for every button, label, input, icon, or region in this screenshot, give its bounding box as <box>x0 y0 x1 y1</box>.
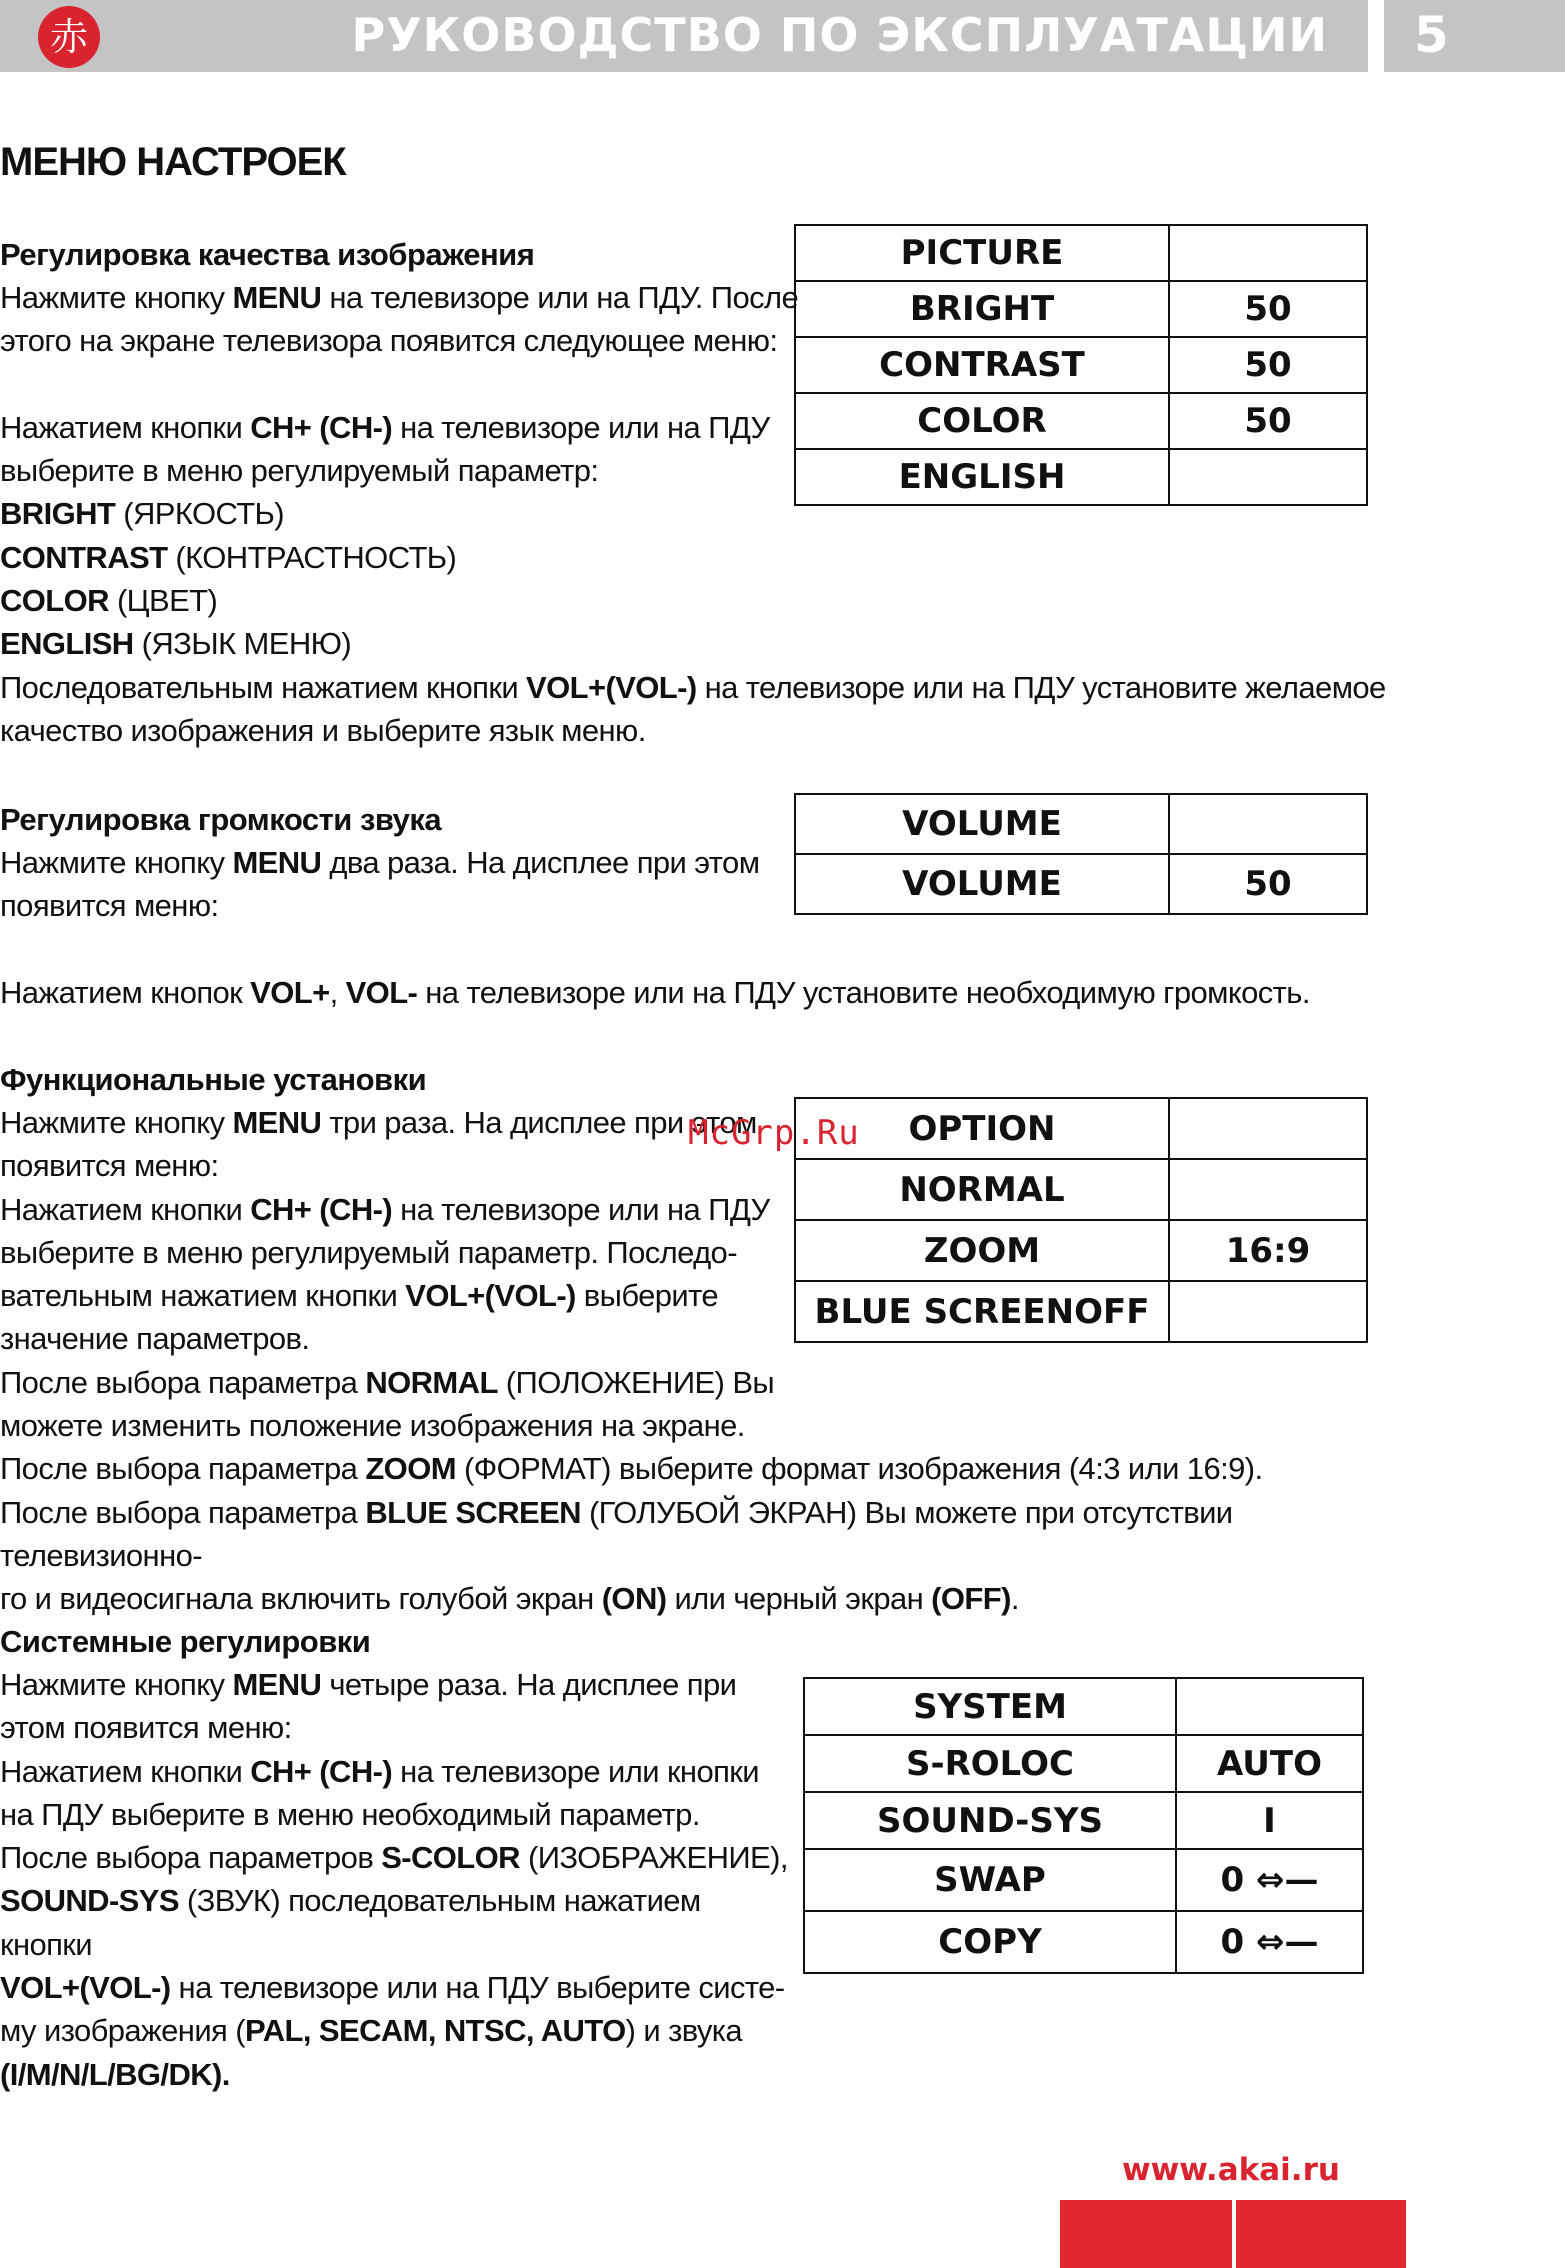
text-line: Нажатием кнопок VOL+, VOL- на телевизоре или на ПДУ установите необходимую громкость. <box>0 974 1310 1010</box>
menu-row <box>795 854 1367 914</box>
menu-key: VOLUME <box>795 794 1169 854</box>
text-line: го и видеосигнала включить голубой экран (ON) или черный экран (OFF). <box>0 1581 1019 1617</box>
text-line: вательным нажатием кнопки VOL+(VOL-) выберите <box>0 1278 719 1314</box>
menu-row <box>804 1735 1363 1792</box>
text-line: VOL+(VOL-) на телевизоре или на ПДУ выберите систе- <box>0 1970 785 2006</box>
text-line: После выбора параметра BLUE SCREEN (ГОЛУБОЙ ЭКРАН) Вы можете при отсутствии телевизионно- <box>0 1494 1233 1573</box>
volume-menu-table <box>794 793 1368 915</box>
menu-key: S-ROLOC <box>804 1735 1176 1792</box>
menu-key: VOLUME <box>795 854 1169 914</box>
menu-value: 0 ⇔— <box>1176 1849 1363 1911</box>
text-line: выберите в меню регулируемый параметр. Последо- <box>0 1234 737 1270</box>
menu-row <box>804 1911 1363 1973</box>
menu-row <box>795 1098 1367 1159</box>
menu-key: CONTRAST <box>795 337 1169 393</box>
text-line: можете изменить положение изображения на экране. <box>0 1408 745 1444</box>
text-line: му изображения (PAL, SECAM, NTSC, AUTO) и звука <box>0 2013 743 2049</box>
menu-value: 50 <box>1169 281 1367 337</box>
menu-key: BRIGHT <box>795 281 1169 337</box>
menu-key: ZOOM <box>795 1220 1169 1281</box>
text-line: выберите в меню регулируемый параметр: <box>0 453 599 489</box>
section-title: Регулировка громкости звука <box>0 802 442 837</box>
menu-value: 50 <box>1169 393 1367 449</box>
text-line: на ПДУ выберите в меню необходимый параметр. <box>0 1796 700 1832</box>
menu-value: 50 <box>1169 854 1367 914</box>
text-line: Нажмите кнопку MENU на телевизоре или на ПДУ. После <box>0 280 799 315</box>
section-system <box>0 1620 790 2096</box>
menu-row <box>795 1159 1367 1220</box>
text-line: Последовательным нажатием кнопки VOL+(VOL-) на телевизоре или на ПДУ установите желаемое <box>0 669 1386 705</box>
menu-key: BLUE SCREENOFF <box>795 1281 1169 1342</box>
text-line: После выбора параметра ZOOM (ФОРМАТ) выберите формат изображения (4:3 или 16:9). <box>0 1451 1263 1487</box>
menu-row <box>795 393 1367 449</box>
blank-line <box>0 928 1400 971</box>
menu-row <box>795 337 1367 393</box>
menu-key: SWAP <box>804 1849 1176 1911</box>
section-title: Системные регулировки <box>0 1624 371 1659</box>
text-line: SOUND-SYS (ЗВУК) последовательным нажатием кнопки <box>0 1883 701 1962</box>
menu-row <box>804 1678 1363 1735</box>
section-title: Функциональные установки <box>0 1062 427 1097</box>
menu-key: PICTURE <box>795 225 1169 281</box>
menu-value <box>1169 1098 1367 1159</box>
text-line: После выбора параметра NORMAL (ПОЛОЖЕНИЕ) Вы <box>0 1364 775 1400</box>
param-line: CONTRAST (КОНТРАСТНОСТЬ) <box>0 539 457 575</box>
param-line: ENGLISH (ЯЗЫК МЕНЮ) <box>0 626 352 662</box>
menu-row <box>795 281 1367 337</box>
menu-value: I <box>1176 1792 1363 1849</box>
system-menu-table <box>803 1677 1364 1974</box>
text-line: появится меню: <box>0 888 219 924</box>
menu-key: SOUND-SYS <box>804 1792 1176 1849</box>
menu-key: NORMAL <box>795 1159 1169 1220</box>
text-line: (I/M/N/L/BG/DK). <box>0 2056 230 2092</box>
menu-key: COLOR <box>795 393 1169 449</box>
menu-value <box>1169 794 1367 854</box>
header-title: РУКОВОДСТВО ПО ЭКСПЛУАТАЦИИ <box>351 8 1328 62</box>
menu-value <box>1169 449 1367 505</box>
menu-key: OPTION <box>795 1098 1169 1159</box>
menu-value <box>1176 1678 1363 1735</box>
text-line: этом появится меню: <box>0 1710 292 1746</box>
section-title: Регулировка качества изображения <box>0 237 535 272</box>
menu-value: 50 <box>1169 337 1367 393</box>
menu-value <box>1169 1281 1367 1342</box>
menu-value: AUTO <box>1176 1735 1363 1792</box>
menu-row <box>795 1281 1367 1342</box>
menu-key: ENGLISH <box>795 449 1169 505</box>
menu-row <box>804 1849 1363 1911</box>
menu-row <box>795 1220 1367 1281</box>
header-bar <box>0 0 1368 72</box>
footer-bar-left <box>1060 2200 1232 2268</box>
menu-value <box>1169 225 1367 281</box>
website-link[interactable]: www.akai.ru <box>1122 2152 1340 2188</box>
page-number: 5 <box>1414 6 1449 64</box>
text-line: появится меню: <box>0 1148 219 1184</box>
page-number-box <box>1384 0 1565 72</box>
menu-row <box>795 794 1367 854</box>
text-line: Нажатием кнопки CH+ (CH-) на телевизоре или кнопки <box>0 1753 759 1789</box>
menu-row <box>795 225 1367 281</box>
text-line: Нажмите кнопку MENU два раза. На дисплее при этом <box>0 845 760 880</box>
menu-key: SYSTEM <box>804 1678 1176 1735</box>
option-menu-table <box>794 1097 1368 1343</box>
menu-row <box>795 449 1367 505</box>
param-line: BRIGHT (ЯРКОСТЬ) <box>0 496 285 532</box>
text-line: Нажатием кнопки CH+ (CH-) на телевизоре или на ПДУ <box>0 409 770 445</box>
text-line: значение параметров. <box>0 1321 310 1357</box>
menu-row <box>804 1792 1363 1849</box>
menu-key: COPY <box>804 1911 1176 1973</box>
akai-logo <box>38 6 100 68</box>
param-line: COLOR (ЦВЕТ) <box>0 583 218 619</box>
text-line: Нажатием кнопки CH+ (CH-) на телевизоре или на ПДУ <box>0 1191 770 1227</box>
text-line: этого на экране телевизора появится следующее меню: <box>0 323 778 359</box>
text-line: Нажмите кнопку MENU четыре раза. На дисплее при <box>0 1667 737 1702</box>
page-heading: МЕНЮ НАСТРОЕК <box>0 140 346 184</box>
footer-bar-right <box>1236 2200 1406 2268</box>
text-line: качество изображения и выберите язык меню. <box>0 712 646 748</box>
logo-glyph: 赤 <box>49 15 88 59</box>
text-line: После выбора параметров S-COLOR (ИЗОБРАЖЕНИЕ), <box>0 1840 788 1876</box>
watermark: McGrp.Ru <box>688 1113 860 1153</box>
menu-value: 0 ⇔— <box>1176 1911 1363 1973</box>
menu-value <box>1169 1159 1367 1220</box>
picture-menu-table <box>794 224 1368 506</box>
text-line: Нажмите кнопку MENU три раза. На дисплее при этом <box>0 1105 757 1140</box>
menu-value: 16:9 <box>1169 1220 1367 1281</box>
